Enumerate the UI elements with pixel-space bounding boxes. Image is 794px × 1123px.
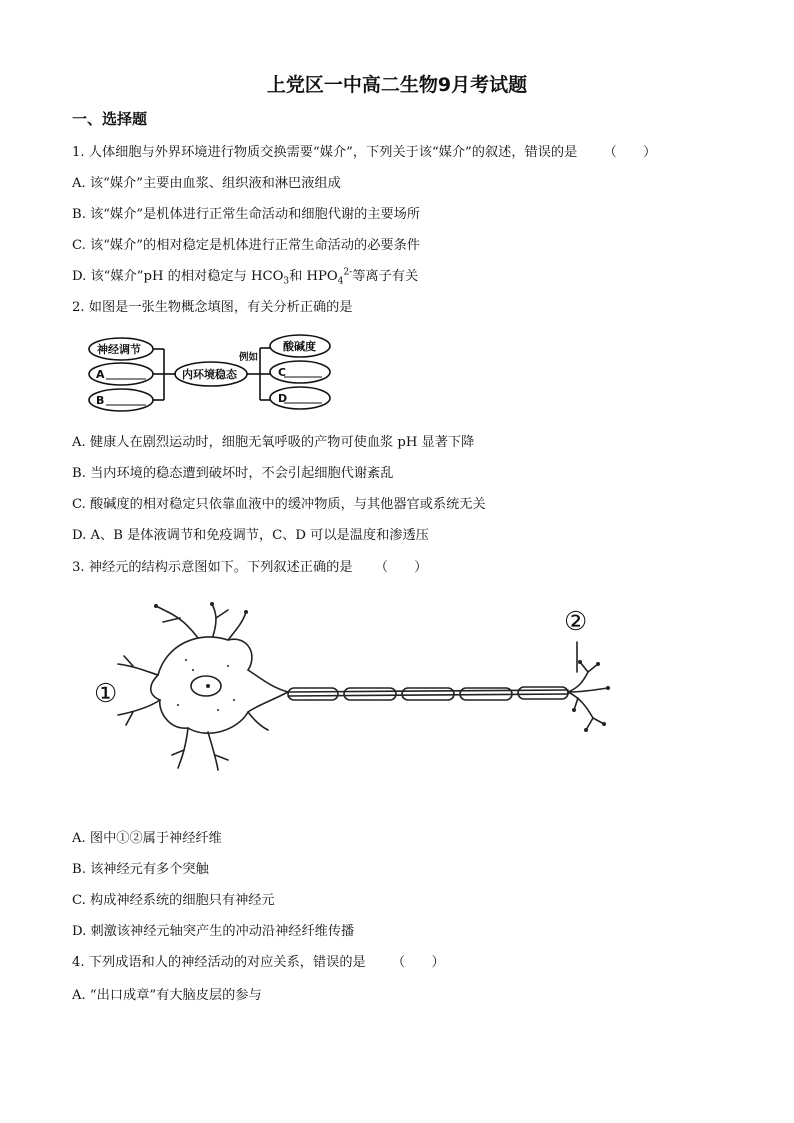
neuron-diagram xyxy=(88,600,628,780)
q1-option-d-text: D. 该“媒介”pH 的相对稳定与 HCO xyxy=(72,269,284,284)
q4-stem: 4. 下列成语和人的神经活动的对应关系，错误的是 xyxy=(72,955,366,970)
q4-stem-line xyxy=(72,951,445,970)
q2-option-d: D. A、B 是体液调节和免疫调节，C、D 可以是温度和渗透压 xyxy=(72,528,429,543)
label-circled-1: ① xyxy=(94,679,118,709)
q3-answer-paren: （ ） xyxy=(374,560,428,575)
label-center: 内环境稳态 xyxy=(182,368,237,381)
q4-answer-paren: （ ） xyxy=(391,955,445,970)
q2-stem: 2. 如图是一张生物概念填图，有关分析正确的是 xyxy=(72,300,353,315)
q1-stem: 1. 人体细胞与外界环境进行物质交换需要“媒介”，下列关于该“媒介”的叙述，错误的是 xyxy=(72,145,578,160)
section-heading: 一、选择题 xyxy=(72,110,148,128)
q1-option-d-sub2: 4 xyxy=(337,276,344,287)
label-b: B xyxy=(96,394,105,407)
concept-map-diagram xyxy=(84,330,344,416)
q3-option-b: B. 该神经元有多个突触 xyxy=(72,862,209,877)
q1-answer-paren: （ ） xyxy=(603,145,657,160)
label-d: D xyxy=(278,392,288,405)
label-suanjiandu: 酸碱度 xyxy=(283,340,316,353)
q1-option-d-sup: 2- xyxy=(343,267,353,278)
label-a: A xyxy=(96,368,105,381)
label-example: 例如 xyxy=(239,352,259,363)
q1-option-d xyxy=(72,265,418,287)
q3-stem: 3. 神经元的结构示意图如下。下列叙述正确的是 xyxy=(72,560,353,575)
q1-option-a: A. 该“媒介”主要由血浆、组织液和淋巴液组成 xyxy=(72,176,341,191)
label-circled-2: ② xyxy=(564,607,588,637)
q2-option-b: B. 当内环境的稳态遭到破坏时，不会引起细胞代谢紊乱 xyxy=(72,466,394,481)
label-c: C xyxy=(278,366,287,379)
q3-option-d: D. 刺激该神经元轴突产生的冲动沿神经纤维传播 xyxy=(72,924,355,939)
q4-option-a: A. “出口成章”有大脑皮层的参与 xyxy=(72,988,262,1003)
q1-option-b: B. 该“媒介”是机体进行正常生命活动和细胞代谢的主要场所 xyxy=(72,207,421,222)
page-title: 上党区一中高二生物9月考试题 xyxy=(266,74,528,96)
q1-option-d-post: 等离子有关 xyxy=(352,269,419,284)
q2-option-c: C. 酸碱度的相对稳定只依靠血液中的缓冲物质，与其他器官或系统无关 xyxy=(72,497,486,512)
q1-stem-line xyxy=(72,141,656,160)
q3-option-c: C. 构成神经系统的细胞只有神经元 xyxy=(72,893,275,908)
q2-option-a: A. 健康人在剧烈运动时，细胞无氧呼吸的产物可使血浆 pH 显著下降 xyxy=(72,435,475,450)
q3-option-a: A. 图中①②属于神经纤维 xyxy=(72,831,222,846)
label-shenjing: 神经调节 xyxy=(97,343,141,356)
q1-option-d-sub: 3 xyxy=(283,276,290,287)
q1-option-d-mid: 和 HPO xyxy=(289,269,338,284)
q3-stem-line xyxy=(72,556,427,575)
q1-option-c: C. 该“媒介”的相对稳定是机体进行正常生命活动的必要条件 xyxy=(72,238,420,253)
